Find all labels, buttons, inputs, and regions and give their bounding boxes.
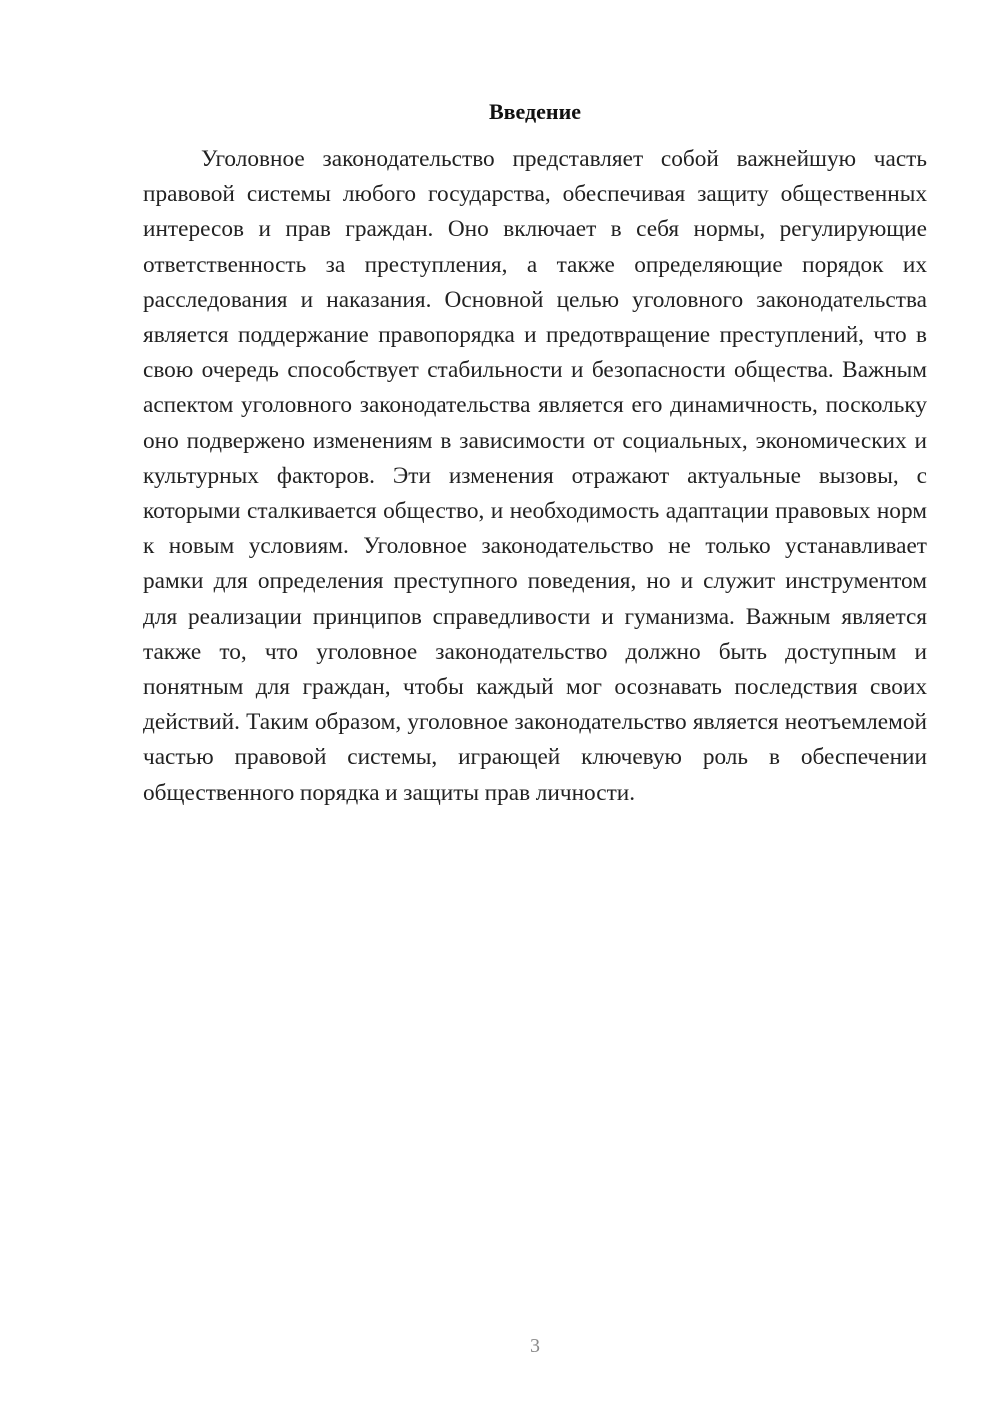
body-paragraph: Уголовное законодательство представляет собой важнейшую часть правовой системы любого государства, обеспечивая защиту общественных интересов и прав граждан. Оно включает в себя нормы, регулирующие ответственность за преступления, а также определяющие порядок их расследования и наказания. Основной целью уголовного законодательства является поддержание правопорядка и предотвращение преступлений, что в свою очередь способствует стабильности и безопасности общества. Важным аспектом уголовного законодательства является его динамичность, поскольку оно подвержено изменениям в зависимости от социальных, экономических и культурных факторов. Эти изменения отражают актуальные вызовы, с которыми сталкивается общество, и необходимость адаптации правовых норм к новым условиям. Уголовное законодательство не только устанавливает рамки для определения преступного поведения, но и служит инструментом для реализации принципов справедливости и гуманизма. Важным является также то, что уголовное законодательство должно быть доступным и понятным для граждан, чтобы каждый мог осознавать последствия своих действий. Таким образом, уголовное законодательство является неотъемлемой частью правовой системы, играющей ключевую роль в обеспечении общественного порядка и защиты прав личности. (143, 146, 927, 806)
page-number: 3 (530, 1335, 540, 1357)
page-title: Введение (488, 99, 582, 124)
